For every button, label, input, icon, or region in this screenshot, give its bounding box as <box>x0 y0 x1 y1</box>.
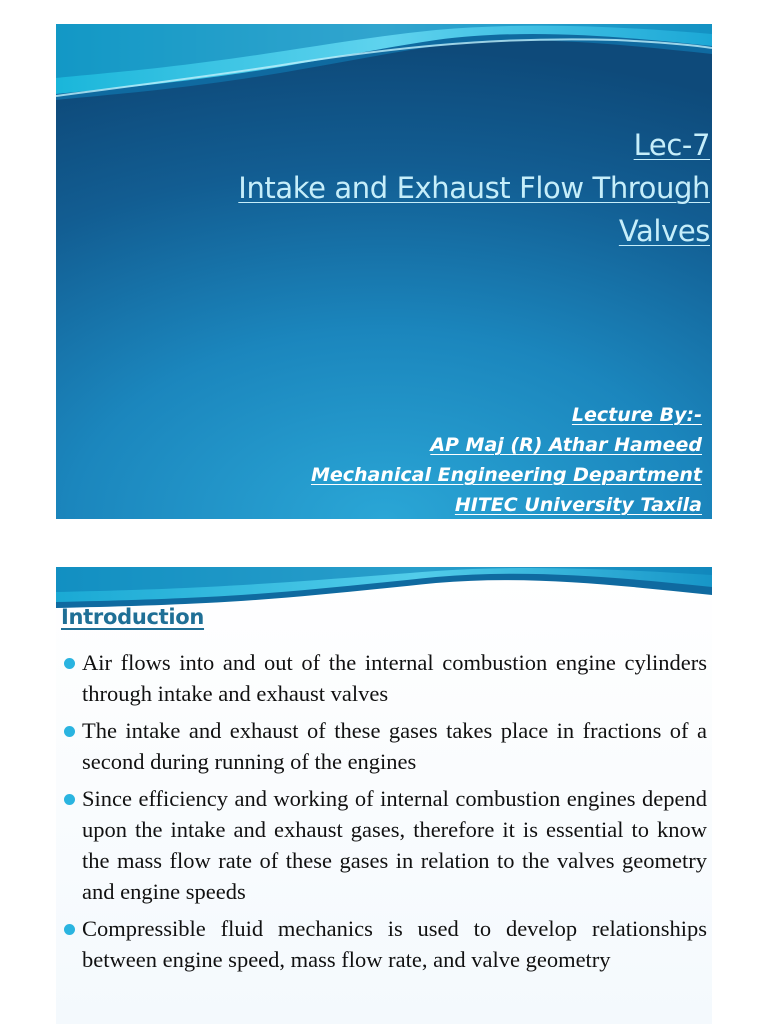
introduction-slide <box>56 567 712 1024</box>
title-slide <box>56 24 712 519</box>
list-item: Since efficiency and working of internal combustion engines depend upon the intake and exhaust gases, therefore it is essential to know the mass flow rate of these gases in relation to the valves geometry and engine speeds <box>64 783 707 907</box>
list-item: The intake and exhaust of these gases takes place in fractions of a second during running of the engines <box>64 715 707 777</box>
header-wave-decoration <box>56 567 712 609</box>
slide-title <box>238 124 710 253</box>
lecturer-name: AP Maj (R) Athar Hameed <box>430 434 702 456</box>
title-line: Valves <box>618 214 710 248</box>
lecturer-info <box>311 400 702 519</box>
byline-label: Lecture By:- <box>571 404 702 426</box>
title-line: Lec-7 <box>633 128 710 162</box>
section-heading: Introduction <box>61 605 205 629</box>
list-item: Air flows into and out of the internal combustion engine cylinders through intake and exhaust valves <box>64 647 707 709</box>
bullet-list <box>64 647 707 981</box>
department: Mechanical Engineering Department <box>310 464 702 486</box>
university: HITEC University Taxila <box>454 494 702 516</box>
title-line: Intake and Exhaust Flow Through <box>238 171 710 205</box>
list-item: Compressible fluid mechanics is used to develop relationships between engine speed, mass flow rate, and valve geometry <box>64 913 707 975</box>
header-wave-decoration <box>56 24 712 104</box>
